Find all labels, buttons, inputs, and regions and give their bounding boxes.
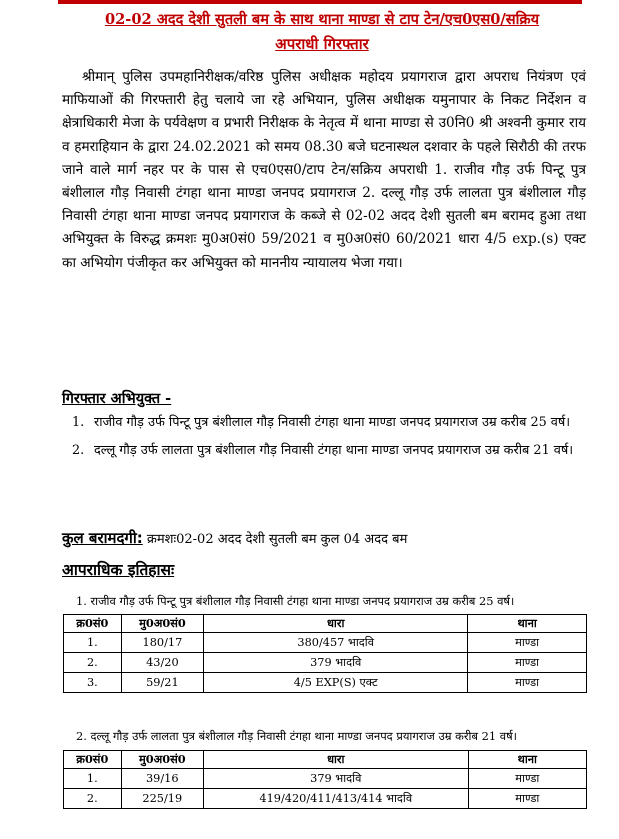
table-row — [64, 769, 587, 789]
table-header-row — [64, 615, 587, 633]
table-cell: माण्डा — [468, 789, 586, 809]
table-cell: 419/420/411/413/414 भादवि — [203, 789, 468, 809]
list-item-text: दल्लू गौड़ उर्फ लालता पुत्र बंशीलाल गौड़ निवासी टंगहा थाना माण्डा जनपद प्रयागराज उम्र करीब 21 वर्ष। — [94, 443, 574, 458]
table-cell: 379 भादवि — [204, 653, 468, 673]
column-header-section: धारा — [204, 615, 468, 633]
criminal-history-heading: आपराधिक इतिहासः — [62, 561, 175, 579]
total-recovery-label: कुल बरामदगी: — [62, 529, 143, 547]
table-cell: 1. — [64, 769, 122, 789]
table-header-row — [64, 751, 587, 769]
arrested-heading: गिरफ्तार अभियुक्त - — [62, 391, 172, 407]
total-recovery-text: क्रमशः02-02 अदद देशी सुतली बम कुल 04 अदद बम — [142, 532, 408, 547]
table-row — [64, 673, 587, 693]
table-cell: 43/20 — [121, 653, 204, 673]
headline-line-2: अपराधी गिरफ्तार — [275, 35, 369, 53]
total-recovery — [62, 528, 407, 548]
list-item-number: 2. — [72, 443, 85, 458]
arrested-list — [72, 412, 587, 468]
criminal-history-table-2 — [63, 750, 587, 809]
table-row — [64, 633, 587, 653]
table-cell: माण्डा — [468, 769, 586, 789]
table-cell: 2. — [64, 789, 122, 809]
column-header-police-station: थाना — [468, 615, 587, 633]
table-cell: माण्डा — [468, 653, 587, 673]
headline-line-1: 02-02 अदद देशी सुतली बम के साथ थाना माण्डा से टाप टेन/एच0एस0/सक्रिय — [104, 11, 540, 28]
table-row — [64, 789, 587, 809]
table-row — [64, 653, 587, 673]
table-cell: 380/457 भादवि — [204, 633, 468, 653]
table-cell: 2. — [64, 653, 122, 673]
top-rule — [58, 0, 582, 4]
column-header-case-number: मु0अ0सं0 — [121, 751, 203, 769]
history-table-caption: 1. राजीव गौड़ उर्फ पिन्टू पुत्र बंशीलाल गौड़ निवासी टंगहा थाना माण्डा जनपद प्रयागराज उम्र करीब 25 वर्ष। — [76, 594, 515, 608]
column-header-serial: क्र0सं0 — [64, 615, 122, 633]
table-cell: 4/5 EXP(S) एक्ट — [204, 673, 468, 693]
table-cell: 1. — [64, 633, 122, 653]
column-header-section: धारा — [203, 751, 468, 769]
body-paragraph: श्रीमान् पुलिस उपमहानिरीक्षक/वरिष्ठ पुलिस अधीक्षक महोदय प्रयागराज द्वारा अपराध नियंत्रण एवं माफियाओं की गिरफ्तारी हेतु चलाये जा रहे अभियान, पुलिस अधीक्षक यमुनापार के निकट निर्देशन व क्षेत्राधिकारी मेजा के पर्यवेक्षण व प्रभारी निरीक्षक के नेतृत्व में थाना माण्डा से उ0नि0 श्री अश्वनी कुमार राय व हमराहियान के द्वारा 24.02.2021 को समय 08.30 बजे घटनास्थल दशवार के पहले सिरौठी की तरफ जाने वाले मार्ग नहर पर के पास से एच0एस0/टाप टेन/सक्रिय अपराधी 1. राजीव गौड़ उर्फ पिन्टू पुत्र बंशीलाल गौड़ निवासी टंगहा थाना माण्डा जनपद प्रयागराज 2. दल्लू गौड़ उर्फ लालता पुत्र बंशीलाल गौड़ निवासी टंगहा थाना माण्डा जनपद प्रयागराज के कब्जे से 02-02 अदद देशी सुतली बम बरामद हुआ तथा अभियुक्त के विरुद्ध क्रमशः मु0अ0सं0 59/2021 व मु0अ0सं0 60/2021 धारा 4/5 exp.(s) एक्ट का अभियोग पंजीकृत कर अभियुक्त को माननीय न्यायालय भेजा गया। — [62, 69, 586, 271]
table-cell: माण्डा — [468, 673, 587, 693]
criminal-history-table-1 — [63, 614, 587, 693]
table-cell: 39/16 — [121, 769, 203, 789]
list-item-text: राजीव गौड़ उर्फ पिन्टू पुत्र बंशीलाल गौड़ निवासी टंगहा थाना माण्डा जनपद प्रयागराज उम्र करीब 25 वर्ष। — [94, 415, 571, 430]
table-cell: 225/19 — [121, 789, 203, 809]
column-header-serial: क्र0सं0 — [64, 751, 122, 769]
table-cell: 180/17 — [121, 633, 204, 653]
column-header-case-number: मु0अ0सं0 — [121, 615, 204, 633]
history-table-caption: 2. दल्लू गौड़ उर्फ लालता पुत्र बंशीलाल गौड़ निवासी टंगहा थाना माण्डा जनपद प्रयागराज उम्र करीब 21 वर्ष। — [76, 729, 517, 743]
table-cell: माण्डा — [468, 633, 587, 653]
list-item-number: 1. — [72, 415, 85, 430]
list-item — [72, 440, 587, 462]
column-header-police-station: थाना — [468, 751, 586, 769]
press-note-headline — [62, 8, 582, 56]
table-cell: 3. — [64, 673, 122, 693]
table-cell: 379 भादवि — [203, 769, 468, 789]
table-cell: 59/21 — [121, 673, 204, 693]
list-item — [72, 412, 587, 434]
